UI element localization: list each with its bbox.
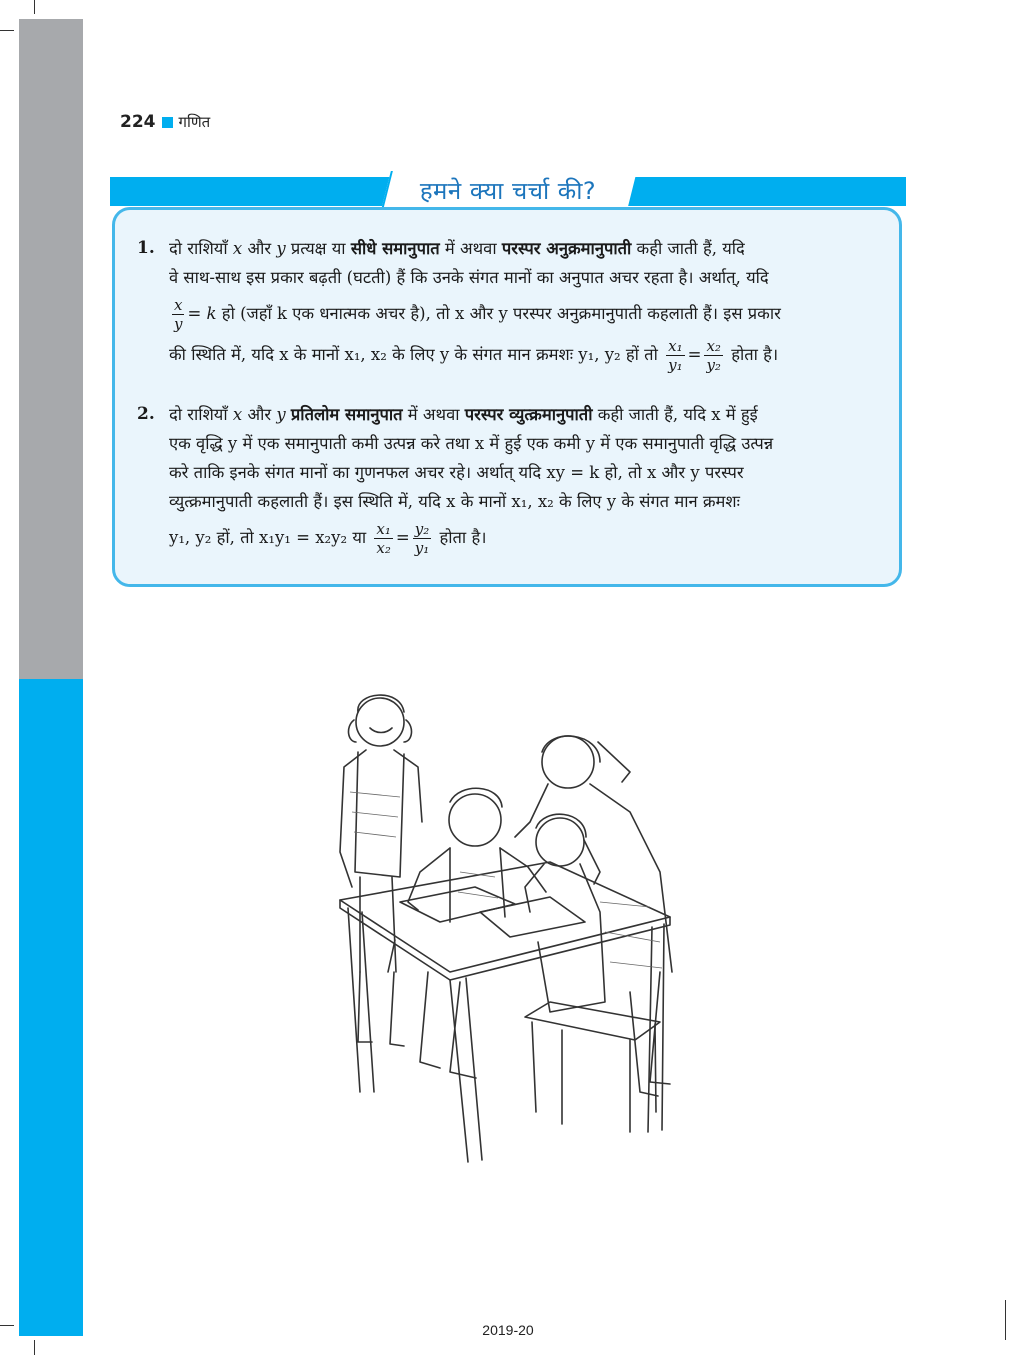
crop-mark-bottom-left-v — [34, 1340, 35, 1355]
text-run: y₁, y₂ हों, तो x₁y₁ = x₂y₂ या — [169, 528, 367, 547]
fraction-denominator: y — [174, 315, 183, 333]
girl-body — [340, 750, 422, 887]
fraction-denominator: y₁ — [668, 356, 683, 374]
fraction-numerator: x₁ — [376, 520, 391, 538]
variable-x: x — [232, 239, 243, 258]
text-run: कही जाती हैं, यदि — [631, 239, 745, 258]
girl-head — [536, 818, 584, 866]
variable-y: y — [276, 405, 286, 424]
term-directly-proportional: परस्पर अनुक्रमानुपाती — [501, 239, 632, 258]
summary-title: हमने क्या चर्चा की? — [419, 177, 597, 205]
page-header — [120, 112, 210, 132]
fraction-y2-over-y1 — [413, 520, 432, 557]
text-run: और — [242, 239, 277, 258]
item-line: एक वृद्धि y में एक समानुपाती कमी उत्पन्न करे तथा x में हुई एक कमी y में एक समानुपाती वृद्धि उत्पन्न — [169, 434, 774, 453]
fraction-denominator: x₂ — [376, 539, 391, 557]
item-line — [169, 234, 897, 263]
variable-x: x — [232, 405, 243, 424]
variable-y: y — [276, 239, 286, 258]
crop-mark-top-left-h — [0, 30, 14, 31]
girl-body — [525, 864, 605, 1012]
text-run: में अथवा — [439, 239, 502, 258]
text-run: होता है। — [731, 345, 779, 364]
summary-item-2 — [137, 400, 897, 557]
text-run: दो राशियाँ — [169, 405, 233, 424]
boy-body — [408, 848, 546, 910]
fraction-x1-over-y1 — [666, 337, 685, 374]
children-studying-illustration — [300, 672, 720, 1172]
fraction-numerator: y₂ — [414, 520, 430, 538]
equation-part: = k — [187, 304, 217, 323]
item-line — [169, 296, 897, 333]
page-subject: गणित — [178, 113, 211, 131]
header-square-icon — [162, 117, 173, 128]
text-run: कही जाती हैं, यदि x में हुई — [592, 405, 758, 424]
text-run: दो राशियाँ — [169, 239, 233, 258]
girl-head — [356, 698, 404, 746]
fraction-denominator: y₁ — [414, 539, 430, 557]
girl-head — [542, 736, 594, 788]
fraction-numerator: x₂ — [704, 337, 723, 356]
notebook — [480, 897, 585, 937]
text-run: होता है। — [439, 528, 487, 547]
text-run: और — [242, 405, 277, 424]
item-number: 1. — [137, 238, 155, 258]
table-leg — [348, 908, 374, 1092]
text-run: में अथवा — [402, 405, 465, 424]
notebook — [400, 887, 515, 922]
page-number: 224 — [120, 112, 156, 132]
summary-item-1 — [137, 234, 897, 374]
fraction-x2-over-y2 — [704, 337, 723, 374]
side-margin-gray-band — [19, 19, 83, 679]
term-direct-proportion: सीधे समानुपात — [350, 239, 440, 258]
equals-sign: = — [687, 345, 702, 364]
text-run: की स्थिति में, यदि x के मानों x₁, x₂ के लिए y के संगत मान क्रमशः y₁, y₂ हों तो — [169, 345, 658, 364]
item-line — [169, 337, 897, 374]
item-line — [169, 520, 897, 557]
item-line: वे साथ-साथ इस प्रकार बढ़ती (घटती) हैं कि उनके संगत मानों का अनुपात अचर रहता है। अर्थात्, यदि — [169, 268, 769, 287]
stool — [525, 1002, 660, 1040]
table-leg — [450, 978, 482, 1162]
item-line: व्युत्क्रमानुपाती कहलाती हैं। इस स्थिति में, यदि x के मानों x₁, x₂ के लिए y के संगत मान क्रमशः — [169, 492, 740, 511]
summary-box — [112, 207, 902, 587]
item-number: 2. — [137, 404, 155, 424]
fraction-x1-over-x2 — [374, 520, 392, 557]
item-line — [169, 400, 897, 429]
equals-sign: = — [395, 528, 410, 547]
fraction-numerator: x₁ — [666, 337, 685, 356]
term-inverse-proportion: प्रतिलोम समानुपात — [290, 405, 403, 424]
side-margin-blue-band — [19, 679, 83, 1336]
fraction-x-over-y — [172, 296, 184, 333]
text-run: प्रत्यक्ष या — [285, 239, 351, 258]
fraction-numerator: x — [172, 296, 184, 315]
item-line: करे ताकि इनके संगत मानों का गुणनफल अचर रहे। अर्थात् यदि xy = k हो, तो x और y परस्पर — [169, 463, 744, 482]
crop-mark-top-left-v — [34, 0, 35, 14]
term-inversely-proportional: परस्पर व्युत्क्रमानुपाती — [464, 405, 593, 424]
fraction-denominator: y₂ — [706, 356, 721, 374]
boy-head — [449, 794, 501, 846]
page-footer: 2019-20 — [482, 1322, 534, 1338]
text-run: हो (जहाँ k एक धनात्मक अचर है), तो x और y परस्पर अनुक्रमानुपाती कहलाती हैं। इस प्रकार — [216, 304, 781, 323]
